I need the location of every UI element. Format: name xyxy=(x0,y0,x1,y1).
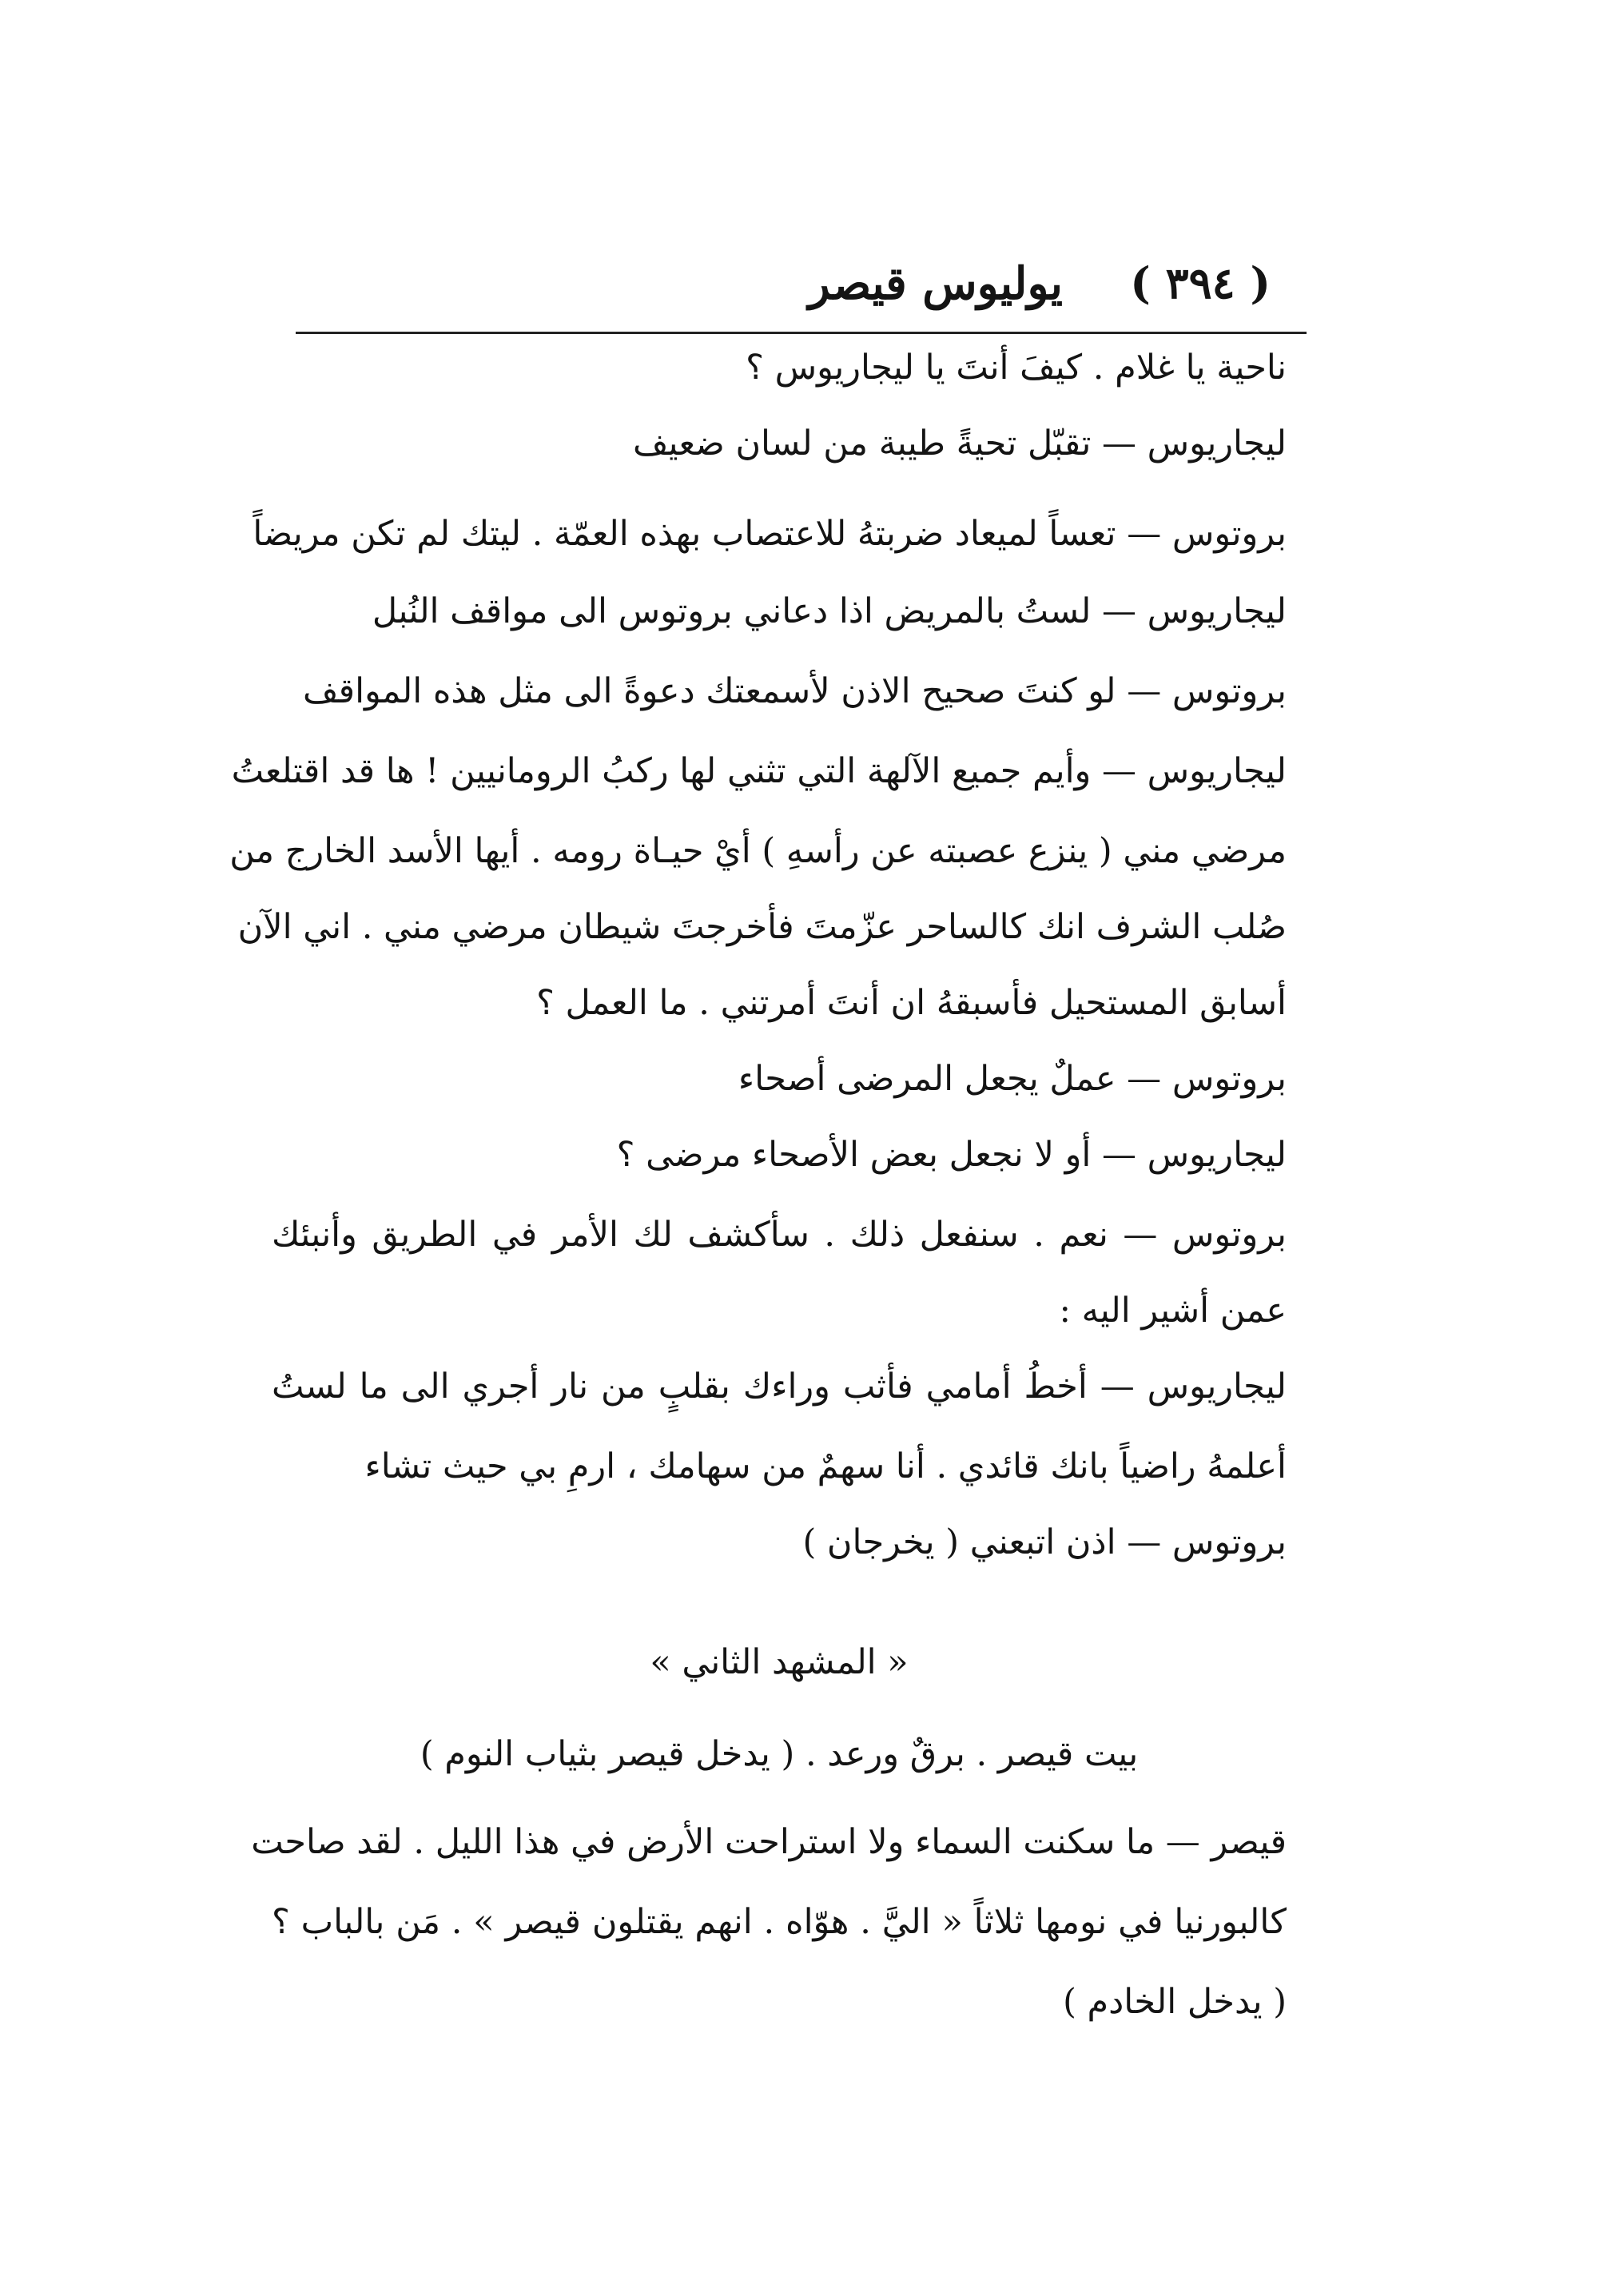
text-line: أسابق المستحيل فأسبقهُ ان أنتَ أمرتني . ما العمل ؟ xyxy=(536,983,1287,1023)
dialogue-line: بروتوس — لو كنتَ صحيح الاذن لأسمعتك دعوةً الى مثل هذه المواقف xyxy=(303,671,1287,711)
scene-heading: « المشهد الثاني » xyxy=(650,1642,909,1682)
text-line: مرضي مني ( ينزع عصبته عن رأسهِ ) أيْ حيـاة رومه . أيها الأسد الخارج من xyxy=(229,831,1287,871)
header-rule xyxy=(296,332,1307,334)
dialogue-line: ليجاريوس — أخطُ أمامي فأثب وراءك بقلبٍ من نار أجري الى ما لستُ xyxy=(272,1367,1287,1407)
dialogue-line: ليجاريوس — أو لا نجعل بعض الأصحاء مرضى ؟ xyxy=(616,1135,1287,1175)
text-line: أعلمهُ راضياً بانك قائدي . أنا سهمٌ من سهامك ، ارمِ بي حيث تشاء xyxy=(364,1446,1287,1486)
dialogue-line: بروتوس — نعم . سنفعل ذلك . سأكشف لك الأمر في الطريق وأنبئك xyxy=(272,1215,1287,1255)
text-line: صُلب الشرف انك كالساحر عزّمتَ فأخرجتَ شيطان مرضي مني . اني الآن xyxy=(237,907,1287,947)
dialogue-line: بروتوس — اذن اتبعني ( يخرجان ) xyxy=(802,1522,1287,1562)
page-number: ( ٣٩٤ ) xyxy=(1130,257,1271,308)
dialogue-line: قيصر — ما سكنت السماء ولا استراحت الأرض في هذا الليل . لقد صاحت xyxy=(251,1822,1287,1862)
stage-direction: بيت قيصر . برقٌ ورعد . ( يدخل قيصر بثياب النوم ) xyxy=(420,1734,1139,1774)
dialogue-line: ليجاريوس — وأيم جميع الآلهة التي تثني لها ركبُ الرومانيين ! ها قد اقتلعتُ xyxy=(231,751,1287,791)
dialogue-line: ليجاريوس — لستُ بالمريض اذا دعاني بروتوس الى مواقف النُبل xyxy=(372,591,1287,631)
stage-direction: ( يدخل الخادم ) xyxy=(1063,1982,1287,2022)
text-line: كالبورنيا في نومها ثلاثاً « اليَّ . هوّاه . انهم يقتلون قيصر » . مَن بالباب ؟ xyxy=(272,1902,1287,1942)
dialogue-line: بروتوس — تعساً لميعاد ضربتهُ للاعتصاب بهذه العمّة . ليتك لم تكن مريضاً xyxy=(253,514,1287,554)
page-header xyxy=(296,257,1303,321)
dialogue-line: ليجاريوس — تقبّل تحيةً طيبة من لسان ضعيف xyxy=(633,424,1287,464)
running-title: يوليوس قيصر xyxy=(808,257,1063,310)
text-line: ناحية يا غلام . كيفَ أنتَ يا ليجاريوس ؟ xyxy=(746,348,1287,388)
text-line: عمن أشير اليه : xyxy=(1059,1291,1287,1331)
dialogue-line: بروتوس — عملٌ يجعل المرضى أصحاء xyxy=(738,1059,1287,1099)
